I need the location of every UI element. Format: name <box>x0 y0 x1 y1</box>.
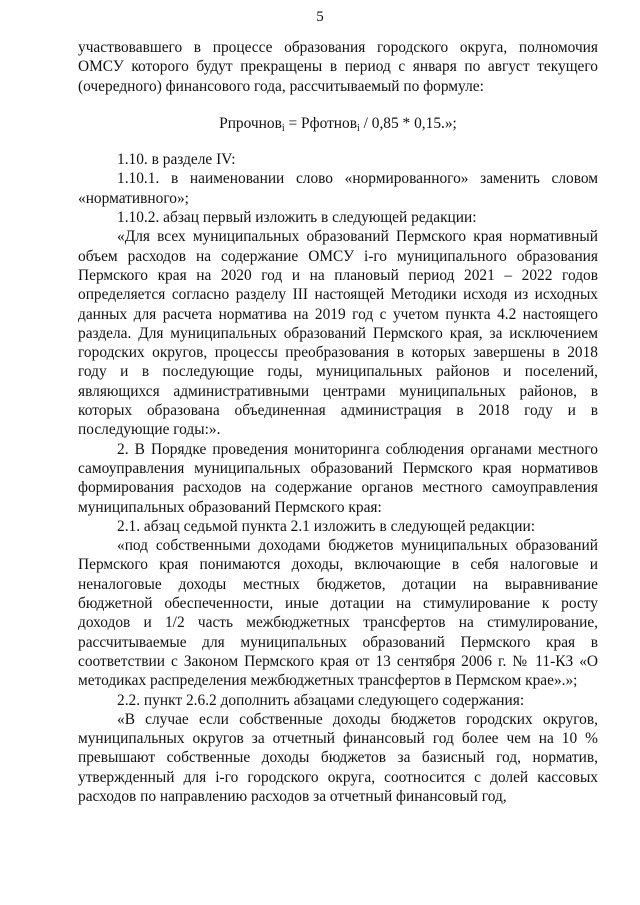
formula-tail: / 0,85 * 0,15.»; <box>359 114 457 132</box>
formula-rhs-subscript: i <box>357 122 360 134</box>
paragraph: 2.1. абзац седьмой пункта 2.1 изложить в следующей редакции: <box>117 517 535 535</box>
document-body <box>78 38 598 806</box>
paragraph: 1.10.2. абзац первый изложить в следующей редакции: <box>117 209 477 227</box>
paragraph: 2.2. пункт 2.6.2 дополнить абзацами следующего содержания: <box>117 691 525 709</box>
formula-lhs-subscript: i <box>281 122 285 134</box>
paragraph: 1.10.1. в наименовании слово «нормированного» заменить словом «нормативного»; <box>78 170 598 207</box>
paragraph: 1.10. в разделе IV: <box>117 151 236 169</box>
page-number: 5 <box>316 9 324 25</box>
paragraph: участвовавшего в процессе образования городского округа, полномочия ОМСУ которого будут прекращены в период с января по август текущего (очередного) финансового года, рассчитываемый по формуле: <box>78 39 598 95</box>
formula-lhs: Рпрочнов <box>219 114 282 132</box>
paragraph: «В случае если собственные доходы бюджетов городских округов, муниципальных округов за отчетный финансовый год более чем на 10 % превышают собственные доходы бюджетов за базисный год, норматив, утвержденный для i-го городского округа, соотносится с долей кассовых расходов по направлению расходов за отчетный финансовый год, <box>78 710 598 805</box>
formula-rhs: Рфотнов <box>301 114 357 132</box>
paragraph: 2. В Порядке проведения мониторинга соблюдения органами местного самоуправления муниципальных образований Пермского края нормативов формирования расходов на содержание органов местного самоуправления муниципальных образований Пермского края: <box>78 440 598 516</box>
formula-equals: = <box>284 114 302 132</box>
formula <box>78 114 598 133</box>
paragraph: «Для всех муниципальных образований Пермского края нормативный объем расходов на содержание ОМСУ i-го муниципального образования Пермского края на 2020 год и на плановый период 2021 – 2022 годов определяется согласно разделу III настоящей Методики исходя из исходных данных для расчета норматива на 2019 год с учетом пункта 4.2 настоящего раздела. Для муниципальных образований Пермского края, за исключением городских округов, процессы преобразования в которых завершены в 2018 году и в последующие годы, муниципальных районов и поселений, являющихся административными центрами муниципальных районов, в которых образована объединенная администрация в 2018 году и в последующие годы:». <box>78 228 598 439</box>
paragraph: «под собственными доходами бюджетов муниципальных образований Пермского края понимаются доходы, включающие в себя налоговые и неналоговые доходы местных бюджетов, дотации на выравнивание бюджетной обеспеченности, иные дотации на стимулирование к росту доходов и 1/2 часть межбюджетных трансфертов на стимулирование, рассчитываемые для муниципальных образований Пермского края в соответствии с Законом Пермского края от 13 сентября 2006 г. № 11-КЗ «О методиках распределения межбюджетных трансфертов в Пермском крае».»; <box>78 537 598 690</box>
